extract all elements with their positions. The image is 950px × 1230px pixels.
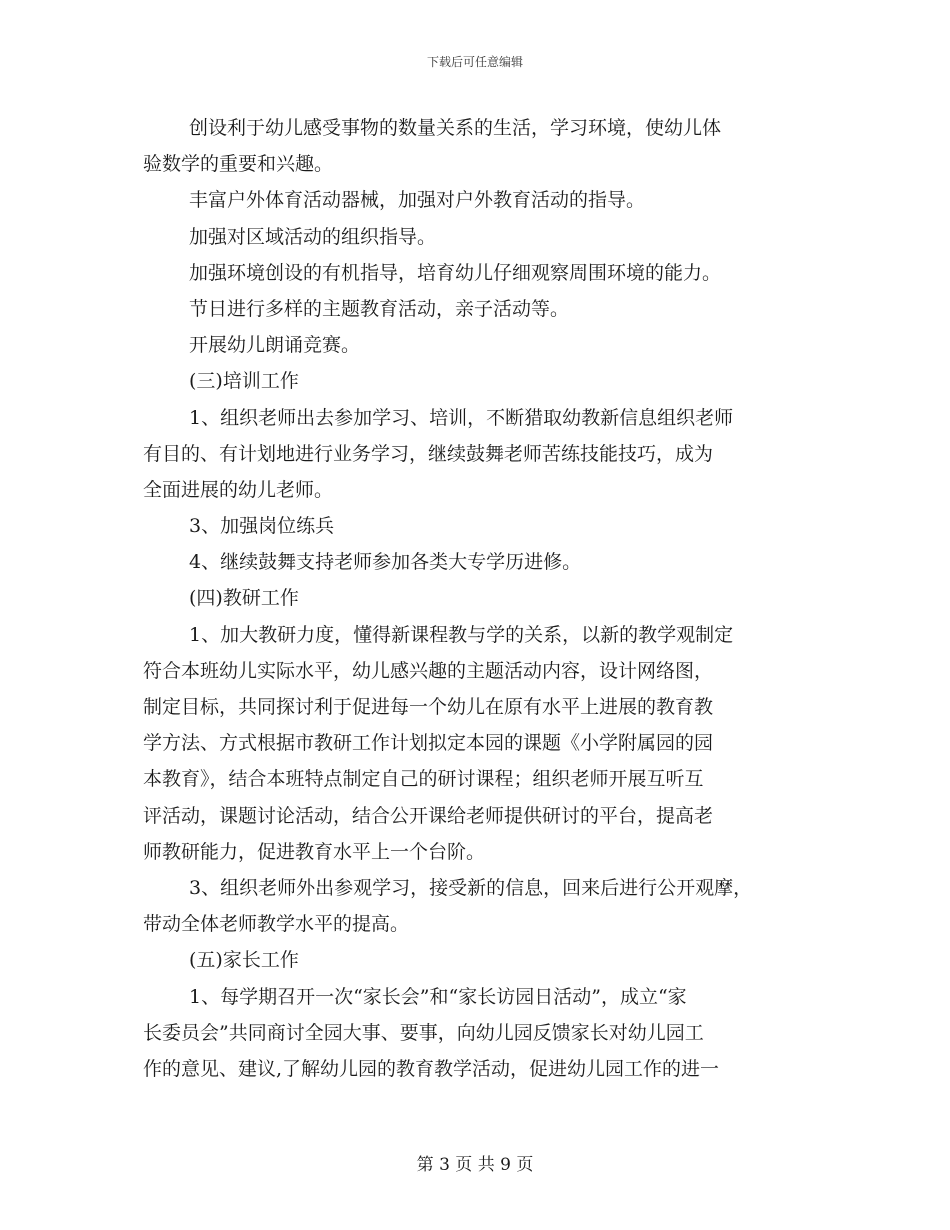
text-line: 制定目标，共同探讨利于促进每一个幼儿在原有水平上进展的教育教 <box>143 696 714 718</box>
text-line: 节日进行多样的主题教育活动，亲子活动等。 <box>189 297 570 320</box>
text-line: 有目的、有计划地进行业务学习，继续鼓舞老师苦练技能技巧，成为 <box>143 442 714 465</box>
text-line: 创设利于幼儿感受事物的数量关系的生活，学习环境，使幼儿体 <box>189 117 722 139</box>
document-body <box>143 110 823 1087</box>
text-line: 1、加大教研力度，懂得新课程教与学的关系，以新的教学观制定 <box>189 623 734 646</box>
page-footer: 第 3 页 共 9 页 <box>416 1155 534 1175</box>
text-line: 本教育》，结合本班特点制定自己的研讨课程；组织老师开展互听互 <box>143 768 704 791</box>
text-line: 带动全体老师教学水平的提高。 <box>143 913 410 936</box>
text-line: 作的意见、建议,了解幼儿园的教育教学活动，促进幼儿园工作的进一 <box>143 1057 720 1080</box>
text-line: 丰富户外体育活动器械，加强对户外教育活动的指导。 <box>189 189 646 212</box>
text-line: 验数学的重要和兴趣。 <box>143 153 334 176</box>
text-line: 学方法、方式根据市教研工作计划拟定本园的课题《小学附属园的园 <box>143 732 714 755</box>
text-line: (三)培训工作 <box>189 370 299 393</box>
page-header: 下载后可任意编辑 <box>426 55 523 69</box>
text-line: 3、组织老师外出参观学习，接受新的信息，回来后进行公开观摩， <box>189 876 753 899</box>
text-line: (五)家长工作 <box>189 949 299 972</box>
text-line: (四)教研工作 <box>189 587 299 610</box>
text-line: 符合本班幼儿实际水平，幼儿感兴趣的主题活动内容，设计网络图， <box>143 659 714 682</box>
text-line: 加强环境创设的有机指导，培育幼儿仔细观察周围环境的能力。 <box>189 261 722 284</box>
text-line: 4、继续鼓舞支持老师参加各类大专学历进修。 <box>189 551 582 574</box>
text-line: 加强对区域活动的组织指导。 <box>189 225 437 248</box>
text-line: 1、组织老师出去参加学习、培训，不断猎取幼教新信息组织老师 <box>189 406 734 429</box>
text-line: 1、每学期召开一次“家长会”和“家长访园日活动”，成立“家 <box>189 985 687 1008</box>
text-line: 全面进展的幼儿老师。 <box>143 478 334 501</box>
text-line: 评活动，课题讨论活动，结合公开课给老师提供研讨的平台，提高老 <box>143 804 714 827</box>
text-line: 3、加强岗位练兵 <box>189 515 335 538</box>
text-line: 开展幼儿朗诵竞赛。 <box>189 334 361 357</box>
text-line: 师教研能力，促进教育水平上一个台阶。 <box>143 840 486 863</box>
text-line: 长委员会”共同商讨全园大事、要事，向幼儿园反馈家长对幼儿园工 <box>143 1021 704 1044</box>
